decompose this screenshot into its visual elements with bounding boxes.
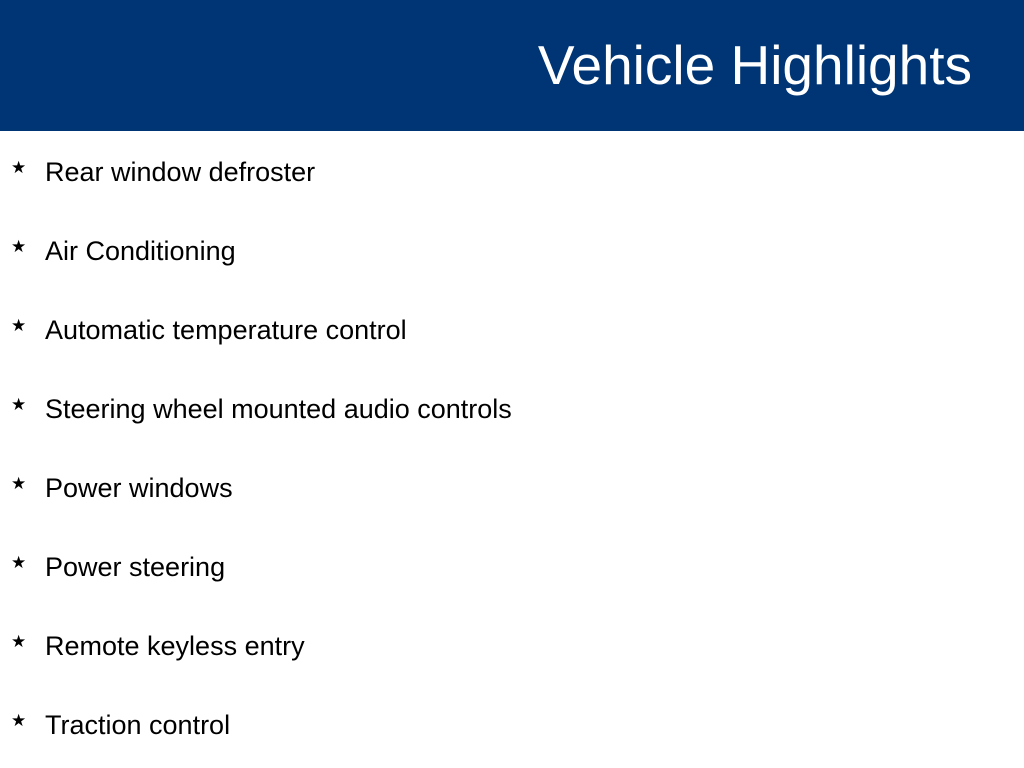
list-item-label: Steering wheel mounted audio controls <box>45 394 512 424</box>
star-icon: ★ <box>11 711 27 731</box>
list-item <box>0 132 1024 211</box>
star-icon: ★ <box>11 632 27 652</box>
list-item-label: Power windows <box>45 473 233 503</box>
list-item <box>0 211 1024 290</box>
list-item <box>0 527 1024 606</box>
star-icon: ★ <box>11 237 27 257</box>
star-icon: ★ <box>11 316 27 336</box>
list-item <box>0 290 1024 369</box>
page-title: Vehicle Highlights <box>537 34 972 96</box>
highlights-list <box>0 132 1024 764</box>
list-item <box>0 369 1024 448</box>
star-icon: ★ <box>11 553 27 573</box>
list-item <box>0 685 1024 764</box>
list-item-label: Traction control <box>45 710 231 740</box>
list-item-label: Power steering <box>45 552 226 582</box>
list-item <box>0 606 1024 685</box>
list-item-label: Remote keyless entry <box>45 631 305 661</box>
list-item-label: Automatic temperature control <box>45 315 407 345</box>
star-icon: ★ <box>11 395 27 415</box>
list-item <box>0 448 1024 527</box>
list-item-label: Rear window defroster <box>45 157 316 187</box>
star-icon: ★ <box>11 158 27 178</box>
star-icon: ★ <box>11 474 27 494</box>
header-banner <box>0 0 1024 131</box>
list-item-label: Air Conditioning <box>45 236 236 266</box>
